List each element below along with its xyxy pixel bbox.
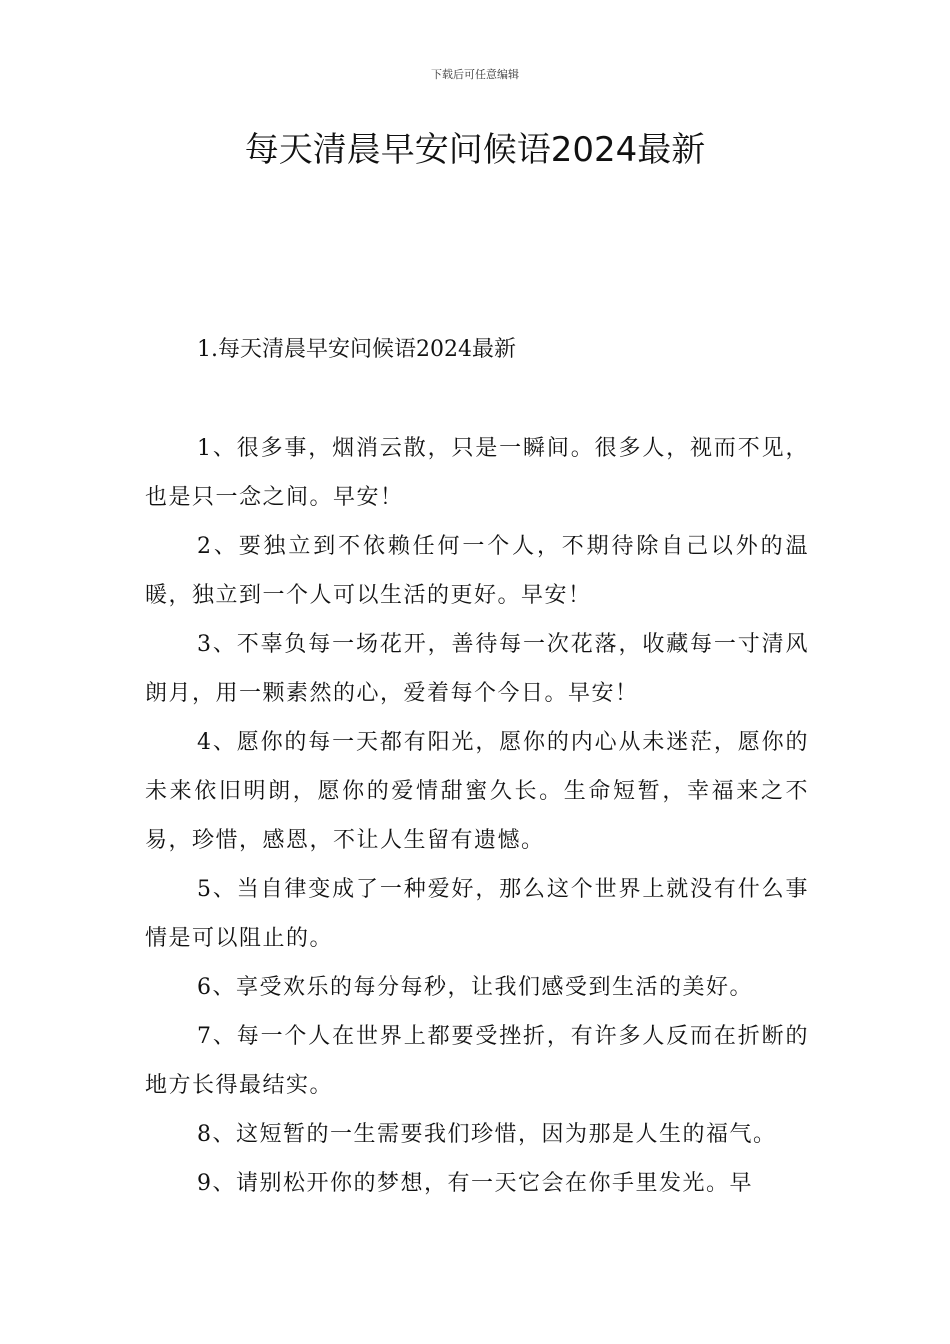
paragraph-1: 1、很多事，烟消云散，只是一瞬间。很多人，视而不见，也是只一念之间。早安！ (145, 436, 809, 510)
paragraph-8: 8、这短暂的一生需要我们珍惜，因为那是人生的福气。 (197, 1122, 777, 1147)
paragraph-6: 6、享受欢乐的每分每秒，让我们感受到生活的美好。 (197, 975, 753, 1000)
paragraph-3: 3、不辜负每一场花开，善待每一次花落，收藏每一寸清风朗月，用一颗素然的心，爱着每个今日。早安！ (145, 632, 809, 706)
document-body (145, 330, 809, 1208)
header-note: 下载后可任意编辑 (431, 68, 519, 81)
paragraph-7: 7、每一个人在世界上都要受挫折，有许多人反而在折断的地方长得最结实。 (145, 1024, 809, 1098)
paragraph-5: 5、当自律变成了一种爱好，那么这个世界上就没有什么事情是可以阻止的。 (145, 877, 809, 951)
paragraph-9: 9、请别松开你的梦想，有一天它会在你手里发光。早 (197, 1171, 753, 1196)
section-heading: 1.每天清晨早安问候语2024最新 (197, 337, 516, 362)
document-title: 每天清晨早安问候语2024最新 (244, 130, 706, 170)
paragraph-2: 2、要独立到不依赖任何一个人，不期待除自己以外的温暖，独立到一个人可以生活的更好。早安！ (145, 534, 809, 608)
paragraph-4: 4、愿你的每一天都有阳光，愿你的内心从未迷茫，愿你的未来依旧明朗，愿你的爱情甜蜜久长。生命短暂，幸福来之不易，珍惜，感恩，不让人生留有遗憾。 (145, 730, 809, 853)
